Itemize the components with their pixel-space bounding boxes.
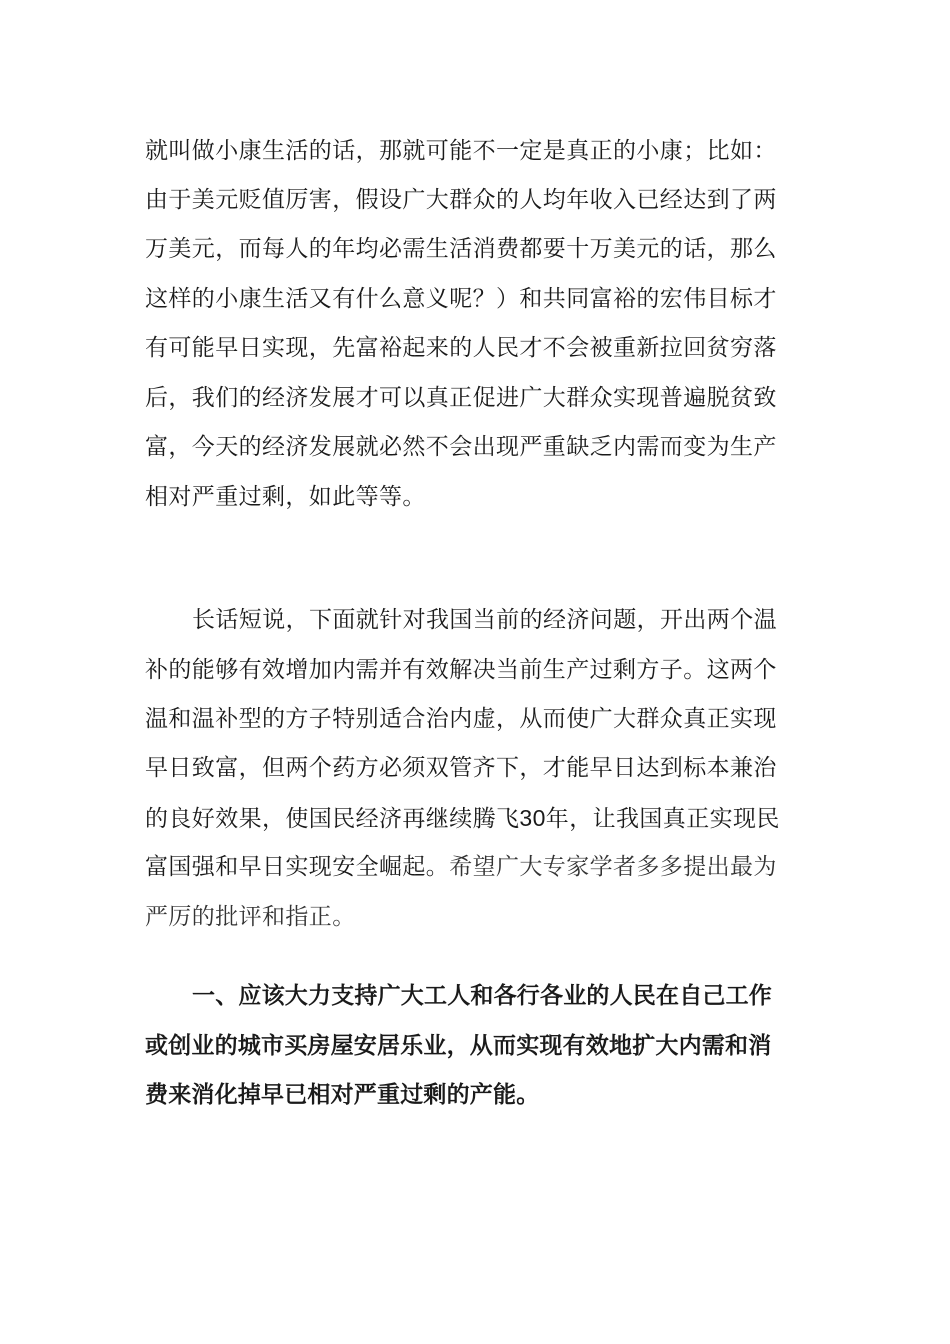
text-span: 年，让我国真正实现民 (545, 806, 780, 832)
text-line (145, 798, 825, 838)
heading-line: 或创业的城市买房屋安居乐业，从而实现有效地扩大内需和消 (145, 1033, 772, 1059)
text-span: 希望广大专家学者多多提出最为 (449, 854, 777, 880)
text-line: 温和温补型的方子特别适合治内虚，从而使广大群众真正实现 (145, 706, 777, 732)
text-line: 长话短说，下面就针对我国当前的经济问题，开出两个温 (192, 607, 777, 633)
heading-line: 一、应该大力支持广大工人和各行各业的人民在自己工作 (192, 983, 772, 1009)
text-line: 早日致富，但两个药方必须双管齐下，才能早日达到标本兼治 (145, 755, 777, 781)
text-line: 后，我们的经济发展才可以真正促进广大群众实现普遍脱贫致 (145, 385, 777, 411)
heading-line: 费来消化掉早已相对严重过剩的产能。 (145, 1082, 540, 1108)
text-line: 补的能够有效增加内需并有效解决当前生产过剩方子。这两个 (145, 657, 777, 683)
text-line: 有可能早日实现，先富裕起来的人民才不会被重新拉回贫穷落 (145, 335, 777, 361)
text-line: 由于美元贬值厉害，假设广大群众的人均年收入已经达到了两 (145, 187, 777, 213)
text-line: 万美元，而每人的年均必需生活消费都要十万美元的话，那么 (145, 236, 777, 262)
text-line: 就叫做小康生活的话，那就可能不一定是真正的小康；比如： (145, 138, 777, 164)
text-span: 的良好效果，使国民经济再继续腾飞 (145, 806, 520, 832)
text-line: 相对严重过剩，如此等等。 (145, 484, 426, 510)
text-line: 严厉的批评和指正。 (145, 904, 356, 930)
text-line (145, 847, 825, 887)
text-span: 富国强和早日实现安全崛起。 (145, 854, 450, 880)
text-line: 富，今天的经济发展就必然不会出现严重缺乏内需而变为生产 (145, 434, 777, 460)
number-span: 30 (519, 805, 546, 831)
text-line: 这样的小康生活又有什么意义呢？）和共同富裕的宏伟目标才 (145, 286, 777, 312)
